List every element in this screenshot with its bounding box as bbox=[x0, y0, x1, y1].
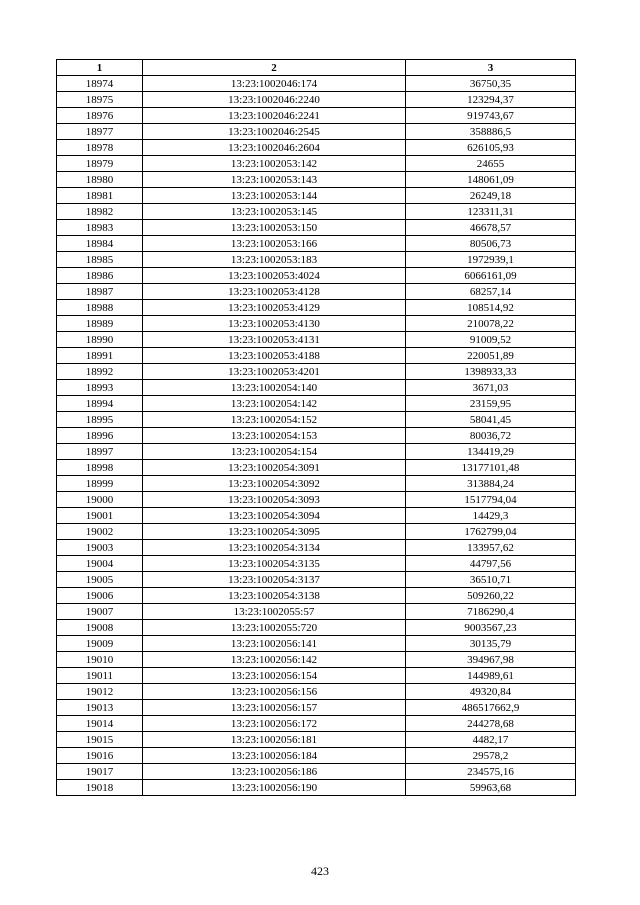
row-number-cell: 19002 bbox=[57, 524, 143, 540]
value-cell: 244278,68 bbox=[406, 716, 576, 732]
cadastral-number-cell: 13:23:1002053:4131 bbox=[143, 332, 406, 348]
value-cell: 3671,03 bbox=[406, 380, 576, 396]
cadastral-number-cell: 13:23:1002053:4188 bbox=[143, 348, 406, 364]
value-cell: 44797,56 bbox=[406, 556, 576, 572]
table-row bbox=[57, 428, 576, 444]
cadastral-number-cell: 13:23:1002054:3094 bbox=[143, 508, 406, 524]
value-cell: 59963,68 bbox=[406, 780, 576, 796]
value-cell: 91009,52 bbox=[406, 332, 576, 348]
cadastral-number-cell: 13:23:1002046:2240 bbox=[143, 92, 406, 108]
row-number-cell: 19003 bbox=[57, 540, 143, 556]
value-cell: 36750,35 bbox=[406, 76, 576, 92]
table-row bbox=[57, 92, 576, 108]
value-cell: 123311,31 bbox=[406, 204, 576, 220]
table-row bbox=[57, 476, 576, 492]
row-number-cell: 18981 bbox=[57, 188, 143, 204]
row-number-cell: 18976 bbox=[57, 108, 143, 124]
row-number-cell: 18994 bbox=[57, 396, 143, 412]
row-number-cell: 18982 bbox=[57, 204, 143, 220]
value-cell: 313884,24 bbox=[406, 476, 576, 492]
cadastral-number-cell: 13:23:1002054:152 bbox=[143, 412, 406, 428]
table-row bbox=[57, 300, 576, 316]
value-cell: 49320,84 bbox=[406, 684, 576, 700]
cadastral-number-cell: 13:23:1002053:166 bbox=[143, 236, 406, 252]
cadastral-number-cell: 13:23:1002046:174 bbox=[143, 76, 406, 92]
table-row bbox=[57, 652, 576, 668]
value-cell: 1762799,04 bbox=[406, 524, 576, 540]
table-row bbox=[57, 444, 576, 460]
cadastral-number-cell: 13:23:1002046:2241 bbox=[143, 108, 406, 124]
table-row bbox=[57, 364, 576, 380]
row-number-cell: 19017 bbox=[57, 764, 143, 780]
row-number-cell: 18979 bbox=[57, 156, 143, 172]
table-row bbox=[57, 236, 576, 252]
cadastral-number-cell: 13:23:1002054:3135 bbox=[143, 556, 406, 572]
value-cell: 23159,95 bbox=[406, 396, 576, 412]
value-cell: 394967,98 bbox=[406, 652, 576, 668]
table-row bbox=[57, 524, 576, 540]
table-row bbox=[57, 716, 576, 732]
value-cell: 30135,79 bbox=[406, 636, 576, 652]
column-header-2: 2 bbox=[143, 60, 406, 76]
row-number-cell: 18974 bbox=[57, 76, 143, 92]
table-row bbox=[57, 172, 576, 188]
row-number-cell: 19007 bbox=[57, 604, 143, 620]
cadastral-number-cell: 13:23:1002054:142 bbox=[143, 396, 406, 412]
table-row bbox=[57, 572, 576, 588]
value-cell: 148061,09 bbox=[406, 172, 576, 188]
value-cell: 46678,57 bbox=[406, 220, 576, 236]
row-number-cell: 19006 bbox=[57, 588, 143, 604]
table-row bbox=[57, 748, 576, 764]
table-row bbox=[57, 492, 576, 508]
value-cell: 144989,61 bbox=[406, 668, 576, 684]
value-cell: 68257,14 bbox=[406, 284, 576, 300]
column-header-1: 1 bbox=[57, 60, 143, 76]
table-row bbox=[57, 268, 576, 284]
value-cell: 509260,22 bbox=[406, 588, 576, 604]
value-cell: 234575,16 bbox=[406, 764, 576, 780]
table-row bbox=[57, 732, 576, 748]
row-number-cell: 18985 bbox=[57, 252, 143, 268]
value-cell: 1972939,1 bbox=[406, 252, 576, 268]
data-table bbox=[56, 59, 576, 796]
row-number-cell: 18989 bbox=[57, 316, 143, 332]
cadastral-number-cell: 13:23:1002056:156 bbox=[143, 684, 406, 700]
table-row bbox=[57, 460, 576, 476]
cadastral-number-cell: 13:23:1002054:3093 bbox=[143, 492, 406, 508]
value-cell: 7186290,4 bbox=[406, 604, 576, 620]
cadastral-number-cell: 13:23:1002053:4024 bbox=[143, 268, 406, 284]
row-number-cell: 18984 bbox=[57, 236, 143, 252]
row-number-cell: 19005 bbox=[57, 572, 143, 588]
table-row bbox=[57, 508, 576, 524]
cadastral-number-cell: 13:23:1002053:4130 bbox=[143, 316, 406, 332]
column-header-3: 3 bbox=[406, 60, 576, 76]
value-cell: 58041,45 bbox=[406, 412, 576, 428]
row-number-cell: 19018 bbox=[57, 780, 143, 796]
value-cell: 919743,67 bbox=[406, 108, 576, 124]
row-number-cell: 18998 bbox=[57, 460, 143, 476]
row-number-cell: 18992 bbox=[57, 364, 143, 380]
row-number-cell: 18995 bbox=[57, 412, 143, 428]
cadastral-number-cell: 13:23:1002054:140 bbox=[143, 380, 406, 396]
value-cell: 626105,93 bbox=[406, 140, 576, 156]
cadastral-number-cell: 13:23:1002053:150 bbox=[143, 220, 406, 236]
row-number-cell: 18977 bbox=[57, 124, 143, 140]
table-row bbox=[57, 764, 576, 780]
cadastral-number-cell: 13:23:1002046:2545 bbox=[143, 124, 406, 140]
row-number-cell: 18991 bbox=[57, 348, 143, 364]
value-cell: 358886,5 bbox=[406, 124, 576, 140]
row-number-cell: 19000 bbox=[57, 492, 143, 508]
value-cell: 13177101,48 bbox=[406, 460, 576, 476]
cadastral-number-cell: 13:23:1002054:3138 bbox=[143, 588, 406, 604]
row-number-cell: 19013 bbox=[57, 700, 143, 716]
table-row bbox=[57, 76, 576, 92]
cadastral-number-cell: 13:23:1002056:172 bbox=[143, 716, 406, 732]
table-row bbox=[57, 220, 576, 236]
page-number: 423 bbox=[311, 864, 329, 878]
cadastral-number-cell: 13:23:1002056:184 bbox=[143, 748, 406, 764]
table-row bbox=[57, 700, 576, 716]
table-row bbox=[57, 556, 576, 572]
row-number-cell: 19008 bbox=[57, 620, 143, 636]
cadastral-number-cell: 13:23:1002056:141 bbox=[143, 636, 406, 652]
cadastral-number-cell: 13:23:1002056:181 bbox=[143, 732, 406, 748]
cadastral-number-cell: 13:23:1002056:186 bbox=[143, 764, 406, 780]
table-row bbox=[57, 588, 576, 604]
value-cell: 80036,72 bbox=[406, 428, 576, 444]
row-number-cell: 19016 bbox=[57, 748, 143, 764]
table-row bbox=[57, 636, 576, 652]
value-cell: 80506,73 bbox=[406, 236, 576, 252]
cadastral-number-cell: 13:23:1002053:145 bbox=[143, 204, 406, 220]
table-row bbox=[57, 380, 576, 396]
table-row bbox=[57, 108, 576, 124]
table-row bbox=[57, 620, 576, 636]
row-number-cell: 18986 bbox=[57, 268, 143, 284]
header-row bbox=[57, 60, 576, 76]
value-cell: 4482,17 bbox=[406, 732, 576, 748]
row-number-cell: 18997 bbox=[57, 444, 143, 460]
row-number-cell: 19004 bbox=[57, 556, 143, 572]
table-row bbox=[57, 780, 576, 796]
cadastral-number-cell: 13:23:1002053:142 bbox=[143, 156, 406, 172]
value-cell: 1517794,04 bbox=[406, 492, 576, 508]
cadastral-number-cell: 13:23:1002054:154 bbox=[143, 444, 406, 460]
row-number-cell: 19009 bbox=[57, 636, 143, 652]
table-row bbox=[57, 284, 576, 300]
row-number-cell: 19015 bbox=[57, 732, 143, 748]
row-number-cell: 18987 bbox=[57, 284, 143, 300]
table-body bbox=[57, 76, 576, 796]
table-row bbox=[57, 204, 576, 220]
table-row bbox=[57, 252, 576, 268]
cadastral-number-cell: 13:23:1002046:2604 bbox=[143, 140, 406, 156]
cadastral-number-cell: 13:23:1002056:190 bbox=[143, 780, 406, 796]
value-cell: 134419,29 bbox=[406, 444, 576, 460]
cadastral-number-cell: 13:23:1002056:157 bbox=[143, 700, 406, 716]
row-number-cell: 19012 bbox=[57, 684, 143, 700]
cadastral-number-cell: 13:23:1002054:3134 bbox=[143, 540, 406, 556]
value-cell: 29578,2 bbox=[406, 748, 576, 764]
value-cell: 486517662,9 bbox=[406, 700, 576, 716]
row-number-cell: 18999 bbox=[57, 476, 143, 492]
cadastral-number-cell: 13:23:1002053:4129 bbox=[143, 300, 406, 316]
table-row bbox=[57, 348, 576, 364]
cadastral-number-cell: 13:23:1002053:183 bbox=[143, 252, 406, 268]
table-row bbox=[57, 140, 576, 156]
row-number-cell: 19014 bbox=[57, 716, 143, 732]
row-number-cell: 18996 bbox=[57, 428, 143, 444]
value-cell: 6066161,09 bbox=[406, 268, 576, 284]
row-number-cell: 18983 bbox=[57, 220, 143, 236]
row-number-cell: 18980 bbox=[57, 172, 143, 188]
value-cell: 26249,18 bbox=[406, 188, 576, 204]
cadastral-number-cell: 13:23:1002053:4128 bbox=[143, 284, 406, 300]
table-row bbox=[57, 316, 576, 332]
table-row bbox=[57, 604, 576, 620]
cadastral-number-cell: 13:23:1002055:57 bbox=[143, 604, 406, 620]
value-cell: 24655 bbox=[406, 156, 576, 172]
cadastral-number-cell: 13:23:1002054:3091 bbox=[143, 460, 406, 476]
cadastral-number-cell: 13:23:1002053:144 bbox=[143, 188, 406, 204]
table-row bbox=[57, 332, 576, 348]
value-cell: 1398933,33 bbox=[406, 364, 576, 380]
row-number-cell: 18975 bbox=[57, 92, 143, 108]
row-number-cell: 19001 bbox=[57, 508, 143, 524]
value-cell: 14429,3 bbox=[406, 508, 576, 524]
table-row bbox=[57, 684, 576, 700]
cadastral-number-cell: 13:23:1002054:3095 bbox=[143, 524, 406, 540]
cadastral-number-cell: 13:23:1002055:720 bbox=[143, 620, 406, 636]
row-number-cell: 19010 bbox=[57, 652, 143, 668]
row-number-cell: 19011 bbox=[57, 668, 143, 684]
value-cell: 133957,62 bbox=[406, 540, 576, 556]
table-row bbox=[57, 396, 576, 412]
table-row bbox=[57, 188, 576, 204]
cadastral-number-cell: 13:23:1002054:3137 bbox=[143, 572, 406, 588]
row-number-cell: 18993 bbox=[57, 380, 143, 396]
table-row bbox=[57, 124, 576, 140]
value-cell: 210078,22 bbox=[406, 316, 576, 332]
table-row bbox=[57, 540, 576, 556]
table-row bbox=[57, 668, 576, 684]
cadastral-number-cell: 13:23:1002054:3092 bbox=[143, 476, 406, 492]
row-number-cell: 18988 bbox=[57, 300, 143, 316]
value-cell: 9003567,23 bbox=[406, 620, 576, 636]
row-number-cell: 18978 bbox=[57, 140, 143, 156]
table-header bbox=[57, 60, 576, 76]
table-row bbox=[57, 156, 576, 172]
value-cell: 220051,89 bbox=[406, 348, 576, 364]
cadastral-number-cell: 13:23:1002056:142 bbox=[143, 652, 406, 668]
cadastral-number-cell: 13:23:1002054:153 bbox=[143, 428, 406, 444]
value-cell: 108514,92 bbox=[406, 300, 576, 316]
row-number-cell: 18990 bbox=[57, 332, 143, 348]
table-row bbox=[57, 412, 576, 428]
cadastral-number-cell: 13:23:1002053:4201 bbox=[143, 364, 406, 380]
value-cell: 36510,71 bbox=[406, 572, 576, 588]
value-cell: 123294,37 bbox=[406, 92, 576, 108]
cadastral-number-cell: 13:23:1002056:154 bbox=[143, 668, 406, 684]
cadastral-number-cell: 13:23:1002053:143 bbox=[143, 172, 406, 188]
